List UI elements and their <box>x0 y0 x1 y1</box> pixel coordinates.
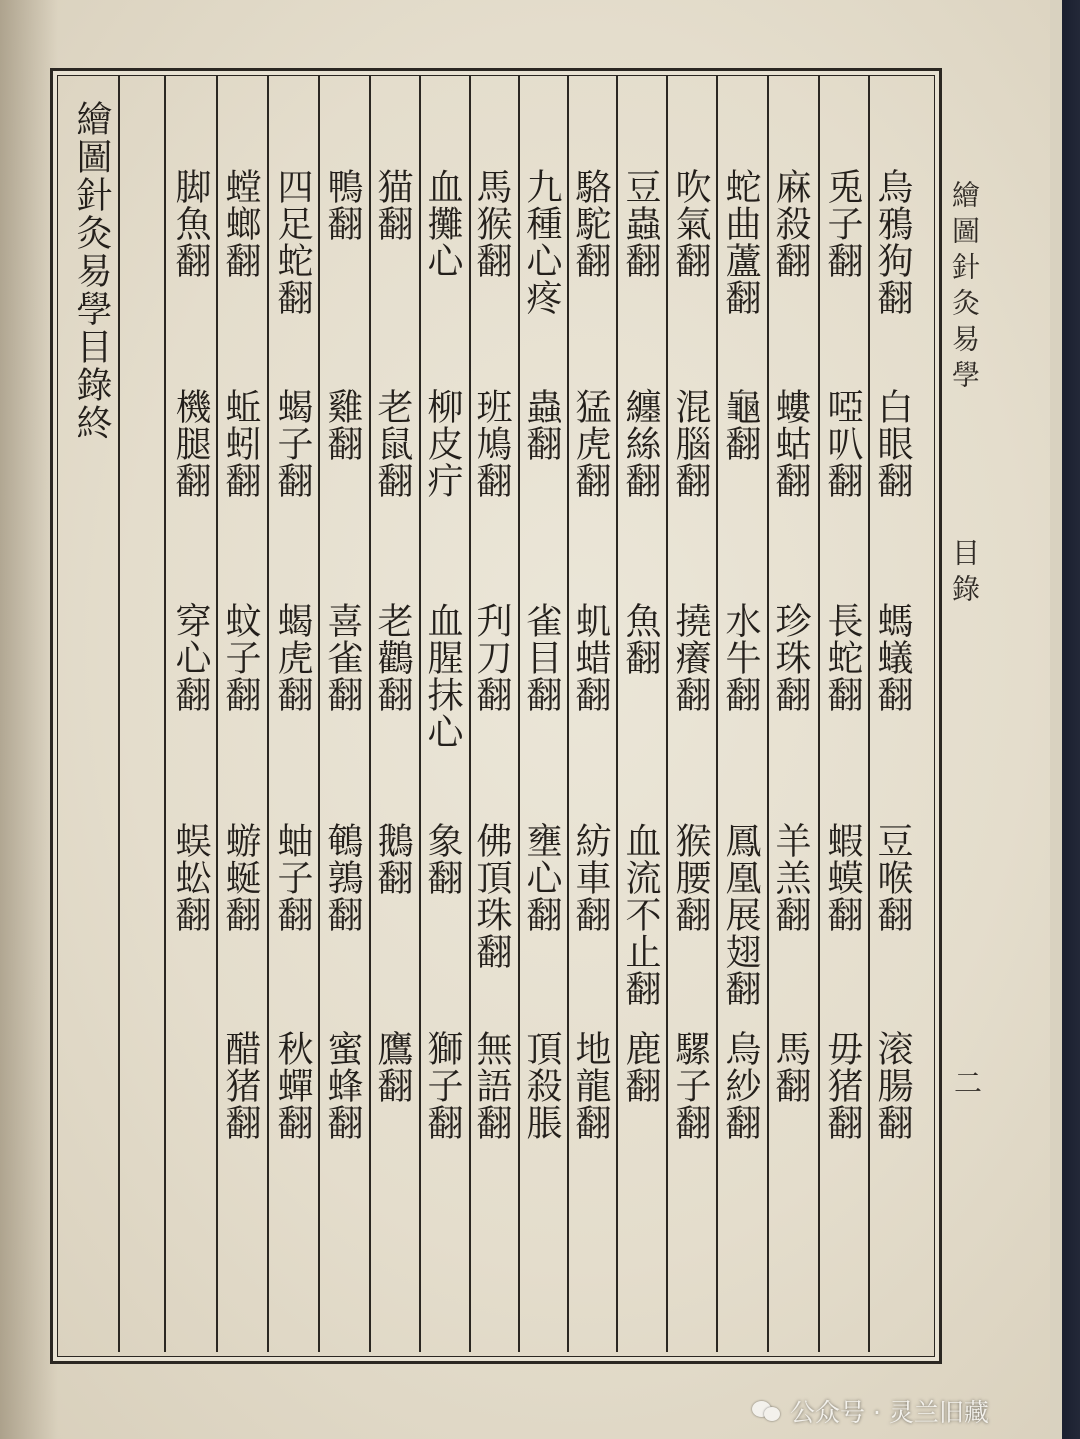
contents-entry: 獅子翻 <box>422 1030 463 1141</box>
column-rule <box>818 76 820 1352</box>
contents-entry: 蛇曲蘆翻 <box>720 168 761 316</box>
watermark-text: 公众号 · 灵兰旧藏 <box>790 1398 989 1427</box>
contents-entry: 鴨翻 <box>322 168 363 242</box>
contents-entry: 蝦蟆翻 <box>822 822 863 933</box>
contents-entry: 騾子翻 <box>670 1030 711 1141</box>
contents-entry: 麻殺翻 <box>770 168 811 279</box>
wechat-icon <box>752 1399 782 1423</box>
column-rule <box>716 76 718 1352</box>
column-rule <box>419 76 421 1352</box>
contents-entry: 穿心翻 <box>170 602 211 713</box>
contents-entry: 蟲翻 <box>521 388 562 462</box>
contents-entry: 烏紗翻 <box>720 1030 761 1141</box>
contents-entry: 啞叭翻 <box>822 388 863 499</box>
contents-entry: 螻蛄翻 <box>770 388 811 499</box>
contents-entry: 地龍翻 <box>570 1030 611 1141</box>
contents-entry: 脚魚翻 <box>170 168 211 279</box>
contents-entry: 撓癢翻 <box>670 602 711 713</box>
contents-entry: 羊羔翻 <box>770 822 811 933</box>
contents-entry: 雀目翻 <box>521 602 562 713</box>
contents-entry: 血攤心 <box>422 168 463 279</box>
contents-entry: 無語翻 <box>471 1030 512 1141</box>
contents-entry: 混腦翻 <box>670 388 711 499</box>
contents-entry: 鹿翻 <box>620 1030 661 1104</box>
contents-entry: 螳螂翻 <box>220 168 261 279</box>
contents-entry: 蚊子翻 <box>220 602 261 713</box>
contents-entry: 蝎子翻 <box>272 388 313 499</box>
column-rule <box>216 76 218 1352</box>
contents-entry: 紡車翻 <box>570 822 611 933</box>
contents-entry: 九種心疼 <box>521 168 562 316</box>
running-title: 繪圖針灸易學 <box>948 180 981 396</box>
column-rule <box>164 76 166 1352</box>
contents-entry: 鵪鶉翻 <box>322 822 363 933</box>
contents-entry: 吹氣翻 <box>670 168 711 279</box>
contents-entry: 魚翻 <box>620 602 661 676</box>
contents-entry: 血流不止翻 <box>620 822 661 1007</box>
contents-entry: 水牛翻 <box>720 602 761 713</box>
section-label: 目錄 <box>948 538 981 610</box>
contents-entry: 馬猴翻 <box>471 168 512 279</box>
contents-entry: 駱駝翻 <box>570 168 611 279</box>
contents-entry: 秋蟬翻 <box>272 1030 313 1141</box>
column-rule <box>267 76 269 1352</box>
page-number: 二 <box>950 1068 983 1104</box>
contents-entry: 滚腸翻 <box>872 1030 913 1141</box>
contents-entry: 長蛇翻 <box>822 602 863 713</box>
contents-entry: 壅心翻 <box>521 822 562 933</box>
contents-entry: 兎子翻 <box>822 168 863 279</box>
contents-entry: 虮蜡翻 <box>570 602 611 713</box>
column-rule <box>567 76 569 1352</box>
column-rule <box>369 76 371 1352</box>
column-rule <box>666 76 668 1352</box>
contents-entry: 豆喉翻 <box>872 822 913 933</box>
contents-entry: 班鳩翻 <box>471 388 512 499</box>
column-rule <box>318 76 320 1352</box>
contents-entry: 纏絲翻 <box>620 388 661 499</box>
contents-entry: 老鼠翻 <box>372 388 413 499</box>
contents-entry: 頂殺脹 <box>521 1030 562 1141</box>
column-rule <box>868 76 870 1352</box>
contents-entry: 刋刀翻 <box>471 602 512 713</box>
end-heading: 繪圖針灸易學目錄終 <box>71 100 112 442</box>
contents-entry: 機腿翻 <box>170 388 211 499</box>
contents-entry: 雞翻 <box>322 388 363 462</box>
contents-entry: 蝣蜒翻 <box>220 822 261 933</box>
contents-entry: 珍珠翻 <box>770 602 811 713</box>
column-rule <box>616 76 618 1352</box>
contents-entry: 醋猪翻 <box>220 1030 261 1141</box>
contents-entry: 柳皮疔 <box>422 388 463 499</box>
column-rule <box>767 76 769 1352</box>
column-rule <box>518 76 520 1352</box>
contents-entry: 白眼翻 <box>872 388 913 499</box>
contents-entry: 蜜蜂翻 <box>322 1030 363 1141</box>
contents-entry: 馬翻 <box>770 1030 811 1104</box>
column-rule <box>118 76 120 1352</box>
contents-entry: 猫翻 <box>372 168 413 242</box>
contents-entry: 猛虎翻 <box>570 388 611 499</box>
contents-entry: 老鸛翻 <box>372 602 413 713</box>
watermark <box>752 1393 989 1429</box>
contents-entry: 猴腰翻 <box>670 822 711 933</box>
contents-entry: 蚰子翻 <box>272 822 313 933</box>
contents-entry: 豆蟲翻 <box>620 168 661 279</box>
contents-entry: 蚯蚓翻 <box>220 388 261 499</box>
contents-entry: 龜翻 <box>720 388 761 462</box>
contents-entry: 蜈蚣翻 <box>170 822 211 933</box>
contents-entry: 佛頂珠翻 <box>471 822 512 970</box>
contents-entry: 喜雀翻 <box>322 602 363 713</box>
contents-entry: 鳳凰展翅翻 <box>720 822 761 1007</box>
contents-entry: 鷹翻 <box>372 1030 413 1104</box>
contents-entry: 螞蟻翻 <box>872 602 913 713</box>
contents-entry: 象翻 <box>422 822 463 896</box>
contents-entry: 血腥抹心 <box>422 602 463 750</box>
contents-entry: 毋猪翻 <box>822 1030 863 1141</box>
contents-entry: 烏鴉狗翻 <box>872 168 913 316</box>
contents-entry: 四足蛇翻 <box>272 168 313 316</box>
contents-entry: 鵝翻 <box>372 822 413 896</box>
contents-entry: 蝎虎翻 <box>272 602 313 713</box>
